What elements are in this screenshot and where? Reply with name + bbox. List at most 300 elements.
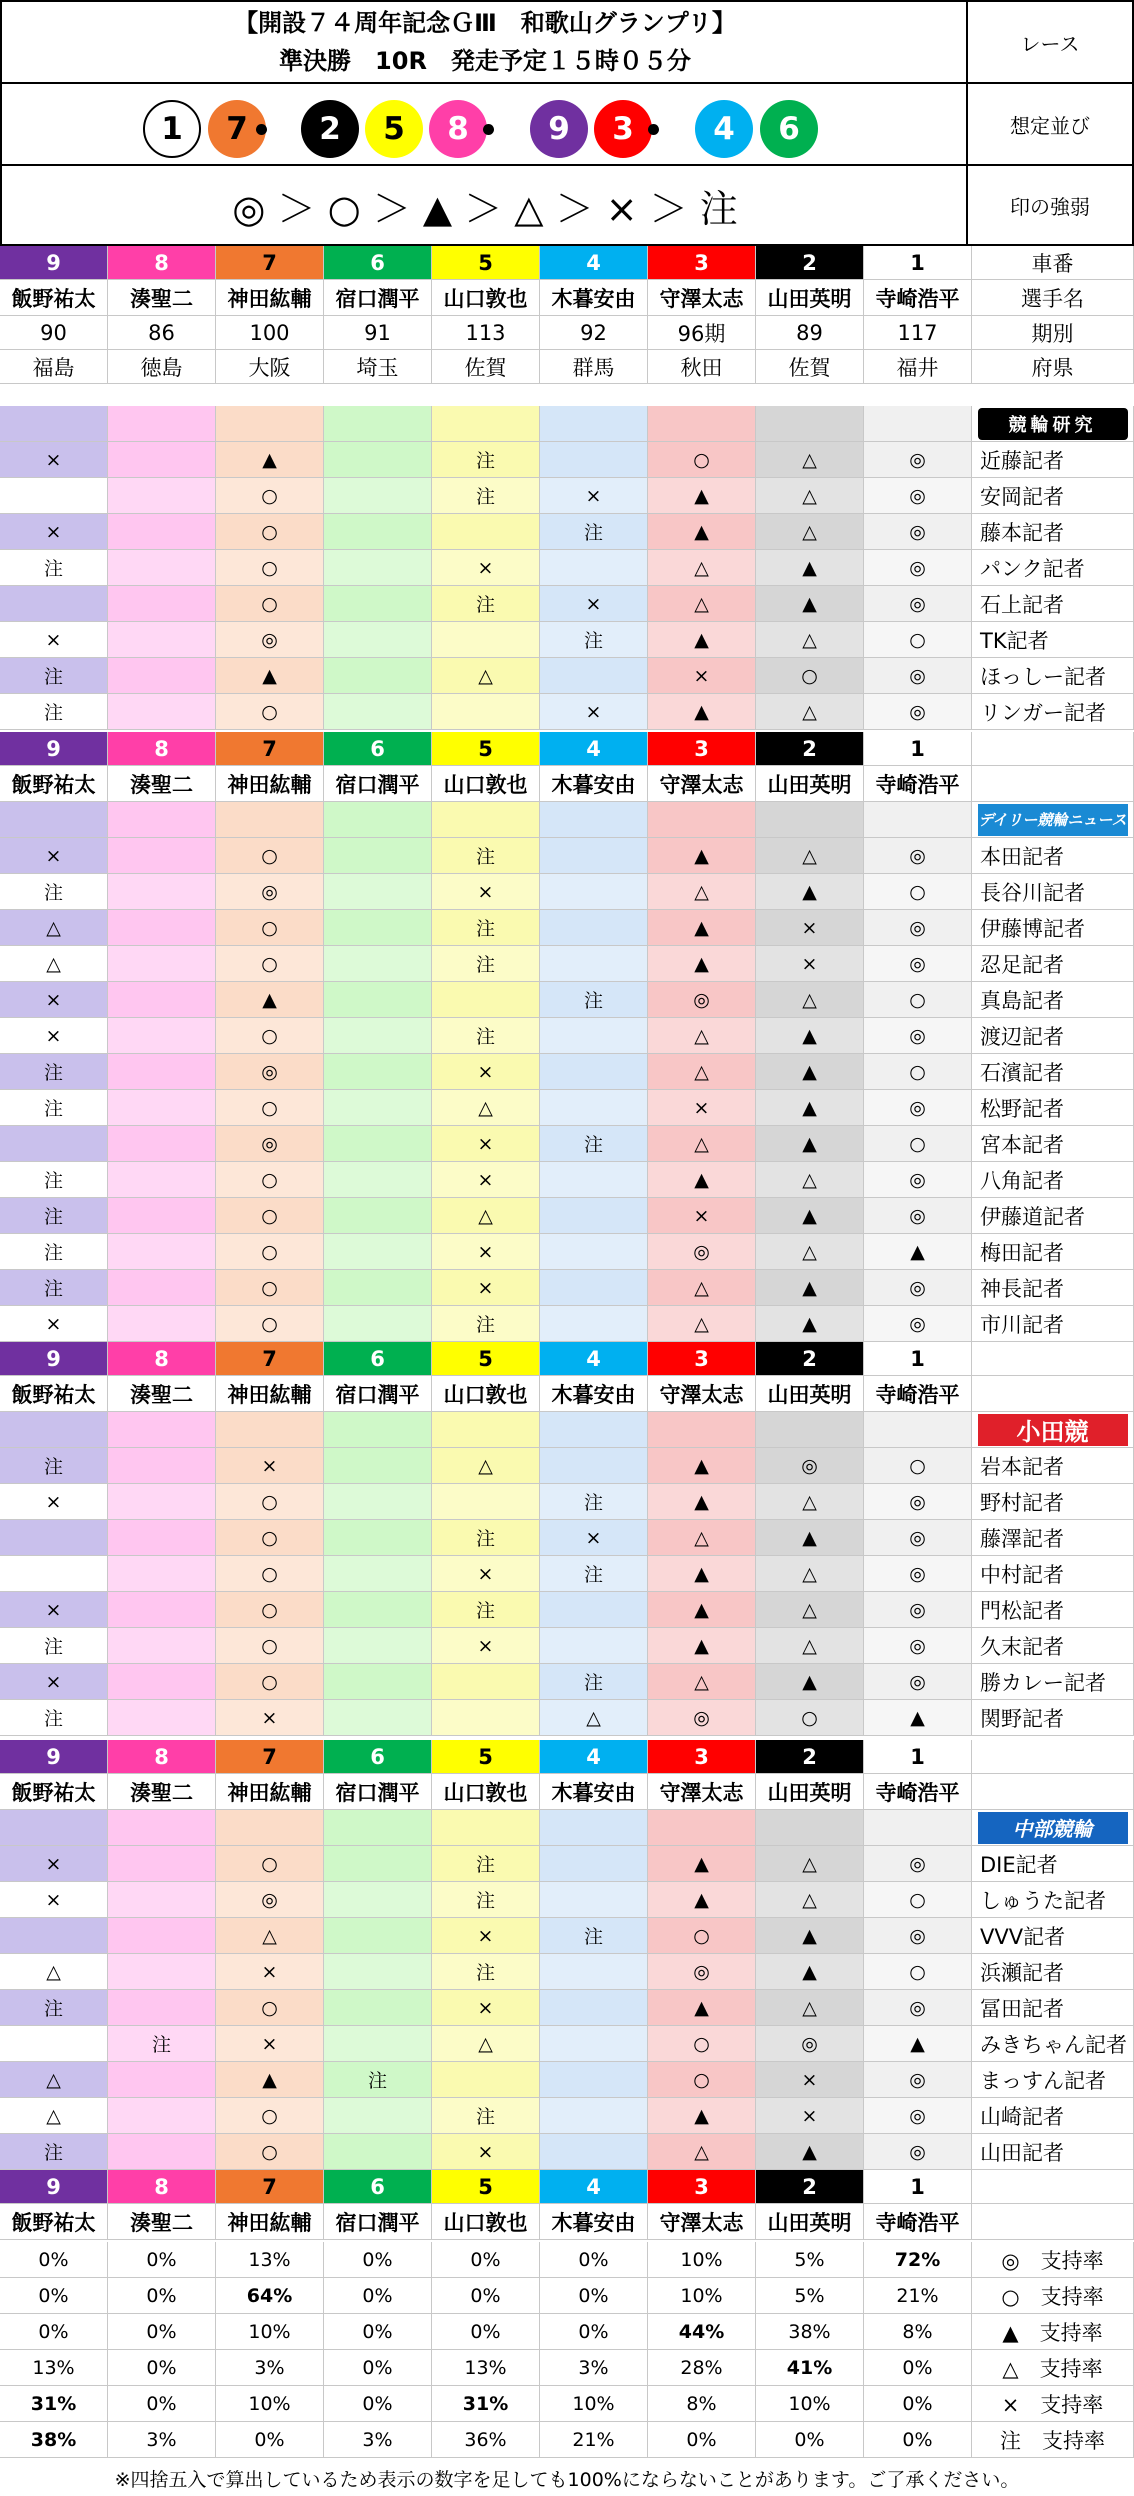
logo-row-cell xyxy=(864,406,972,442)
prediction-mark: 注 xyxy=(0,550,108,586)
prediction-mark xyxy=(432,694,540,730)
prediction-mark xyxy=(540,874,648,910)
prediction-mark: ◎ xyxy=(864,1306,972,1342)
prediction-mark: ○ xyxy=(864,1126,972,1162)
rider-name: 宿口潤平 xyxy=(324,2204,432,2240)
prediction-mark: ○ xyxy=(216,946,324,982)
prediction-mark: ◎ xyxy=(216,1054,324,1090)
reporter-name: しゅうた記者 xyxy=(972,1882,1134,1918)
prediction-mark xyxy=(540,2026,648,2062)
prediction-mark xyxy=(324,1270,432,1306)
logo-row-cell xyxy=(648,1412,756,1448)
prediction-mark: 注 xyxy=(432,1954,540,1990)
rider-name: 山口敦也 xyxy=(432,1376,540,1412)
support-rate: 0% xyxy=(540,2314,648,2350)
prediction-mark: × xyxy=(0,1882,108,1918)
prediction-mark xyxy=(108,586,216,622)
prediction-mark xyxy=(108,982,216,1018)
reporter-name: 伊藤道記者 xyxy=(972,1198,1134,1234)
logo-row-cell xyxy=(324,406,432,442)
prediction-mark xyxy=(540,2134,648,2170)
support-rate: 44% xyxy=(648,2314,756,2350)
prediction-mark: 注 xyxy=(432,442,540,478)
prediction-mark: △ xyxy=(756,982,864,1018)
row-label xyxy=(972,1774,1134,1810)
prediction-mark xyxy=(540,442,648,478)
support-rate: 0% xyxy=(324,2314,432,2350)
bike-number: 4 xyxy=(540,732,648,766)
bike-number: 8 xyxy=(108,1342,216,1376)
support-rate: 41% xyxy=(756,2350,864,2386)
logo-row-cell xyxy=(0,406,108,442)
rider-name: 飯野祐太 xyxy=(0,1774,108,1810)
support-rate: 10% xyxy=(648,2278,756,2314)
prediction-mark: ▲ xyxy=(756,1090,864,1126)
lineup-circle: 3 xyxy=(594,100,652,158)
rider-name: 木暮安由 xyxy=(540,280,648,316)
prediction-mark xyxy=(324,1162,432,1198)
rider-prefecture: 埼玉 xyxy=(324,350,432,384)
prediction-mark xyxy=(324,1306,432,1342)
prediction-mark: ◎ xyxy=(864,1990,972,2026)
logo-row-cell xyxy=(756,802,864,838)
prediction-mark: ▲ xyxy=(648,1484,756,1520)
prediction-mark xyxy=(324,1628,432,1664)
prediction-mark: 注 xyxy=(540,514,648,550)
prediction-mark: ◎ xyxy=(864,478,972,514)
prediction-mark xyxy=(108,442,216,478)
prediction-mark xyxy=(324,1592,432,1628)
prediction-mark: ◎ xyxy=(864,2062,972,2098)
rider-prefecture: 福島 xyxy=(0,350,108,384)
prediction-mark: ○ xyxy=(216,1592,324,1628)
prediction-mark: × xyxy=(648,658,756,694)
prediction-mark: × xyxy=(432,1556,540,1592)
prediction-mark: ○ xyxy=(216,1520,324,1556)
prediction-mark: 注 xyxy=(432,1520,540,1556)
logo-row-cell xyxy=(540,1810,648,1846)
rider-name: 守澤太志 xyxy=(648,766,756,802)
prediction-mark xyxy=(324,2098,432,2134)
prediction-mark: × xyxy=(432,1918,540,1954)
support-rate: 0% xyxy=(324,2242,432,2278)
bike-number: 2 xyxy=(756,246,864,280)
support-rate: 0% xyxy=(216,2422,324,2458)
logo-row-cell xyxy=(432,802,540,838)
prediction-mark: ○ xyxy=(648,1918,756,1954)
support-rate: 38% xyxy=(756,2314,864,2350)
prediction-mark xyxy=(324,874,432,910)
prediction-mark: ◎ xyxy=(216,1882,324,1918)
rider-prefecture: 佐賀 xyxy=(432,350,540,384)
prediction-mark: △ xyxy=(756,622,864,658)
support-rate: 3% xyxy=(216,2350,324,2386)
prediction-mark xyxy=(108,1556,216,1592)
prediction-mark: ▲ xyxy=(648,622,756,658)
prediction-mark: × xyxy=(0,1018,108,1054)
logo-row-cell xyxy=(0,1810,108,1846)
support-rate: 10% xyxy=(216,2386,324,2422)
lineup-separator-dot xyxy=(648,124,659,135)
prediction-mark xyxy=(540,1090,648,1126)
reporter-name: 冨田記者 xyxy=(972,1990,1134,2026)
reporter-name: 久末記者 xyxy=(972,1628,1134,1664)
prediction-mark: ○ xyxy=(216,1664,324,1700)
prediction-mark xyxy=(540,1846,648,1882)
prediction-mark: △ xyxy=(648,1664,756,1700)
prediction-mark xyxy=(108,1306,216,1342)
rider-name: 山口敦也 xyxy=(432,2204,540,2240)
prediction-mark xyxy=(108,1882,216,1918)
prediction-mark: ○ xyxy=(216,1306,324,1342)
prediction-mark: ○ xyxy=(216,1198,324,1234)
prediction-mark: △ xyxy=(216,1918,324,1954)
race-title: 【開設７４周年記念ＧⅢ 和歌山グランプリ】 xyxy=(234,9,736,37)
lineup-separator-dot xyxy=(483,124,494,135)
prediction-mark: ▲ xyxy=(756,1054,864,1090)
prediction-mark: × xyxy=(432,1126,540,1162)
reporter-name: 石上記者 xyxy=(972,586,1134,622)
prediction-mark: ○ xyxy=(864,874,972,910)
prediction-mark xyxy=(324,1484,432,1520)
bike-number: 8 xyxy=(108,732,216,766)
prediction-mark: △ xyxy=(648,2134,756,2170)
prediction-mark: △ xyxy=(756,694,864,730)
rider-name: 山口敦也 xyxy=(432,1774,540,1810)
support-rate: 13% xyxy=(0,2350,108,2386)
prediction-mark: ○ xyxy=(216,1628,324,1664)
bike-number: 3 xyxy=(648,1342,756,1376)
prediction-mark: △ xyxy=(432,1448,540,1484)
rider-name: 寺崎浩平 xyxy=(864,280,972,316)
prediction-mark xyxy=(540,1306,648,1342)
prediction-mark: ◎ xyxy=(864,1628,972,1664)
logo-row-cell xyxy=(0,802,108,838)
footnote: ※四捨五入で算出しているため表示の数字を足しても100%にならないことがあります。ご了承ください。 xyxy=(114,2468,1020,2491)
prediction-mark: ◎ xyxy=(648,1234,756,1270)
support-rate: 0% xyxy=(864,2350,972,2386)
strength-order: ◎ ＞ ○ ＞ ▲ ＞ △ ＞ × ＞ 注 xyxy=(232,186,738,231)
prediction-mark: ▲ xyxy=(756,874,864,910)
logo-row-cell xyxy=(108,1412,216,1448)
prediction-mark: 注 xyxy=(540,982,648,1018)
prediction-mark: × xyxy=(432,1270,540,1306)
support-rate-label: ◎ 支持率 xyxy=(972,2242,1134,2278)
logo-row-cell xyxy=(864,1810,972,1846)
prediction-mark: △ xyxy=(648,550,756,586)
support-rate-label: ▲ 支持率 xyxy=(972,2314,1134,2350)
support-rate: 5% xyxy=(756,2242,864,2278)
logo-row-cell xyxy=(864,1412,972,1448)
bike-number: 4 xyxy=(540,1342,648,1376)
row-label: 府県 xyxy=(972,350,1134,384)
prediction-mark: 注 xyxy=(0,1700,108,1736)
prediction-mark: × xyxy=(432,1054,540,1090)
bike-number: 1 xyxy=(864,1342,972,1376)
reporter-name: ほっしー記者 xyxy=(972,658,1134,694)
prediction-mark: ◎ xyxy=(864,838,972,874)
prediction-mark: ▲ xyxy=(216,2062,324,2098)
prediction-mark: × xyxy=(432,1990,540,2026)
reporter-name: 山田記者 xyxy=(972,2134,1134,2170)
prediction-mark: △ xyxy=(756,838,864,874)
rider-name: 山田英明 xyxy=(756,280,864,316)
prediction-mark xyxy=(324,1234,432,1270)
source-logo: 競輪研究 xyxy=(978,408,1128,440)
prediction-mark xyxy=(324,1126,432,1162)
reporter-name: VVV記者 xyxy=(972,1918,1134,1954)
lineup-circle: 2 xyxy=(301,100,359,158)
lineup-circle: 7 xyxy=(208,100,266,158)
prediction-mark xyxy=(540,946,648,982)
prediction-mark: △ xyxy=(432,658,540,694)
prediction-mark xyxy=(324,1882,432,1918)
prediction-mark: ◎ xyxy=(864,442,972,478)
rider-name: 神田紘輔 xyxy=(216,766,324,802)
support-rate: 21% xyxy=(540,2422,648,2458)
rider-name: 寺崎浩平 xyxy=(864,1376,972,1412)
rider-name: 守澤太志 xyxy=(648,1774,756,1810)
rider-name: 神田紘輔 xyxy=(216,1774,324,1810)
support-rate: 31% xyxy=(432,2386,540,2422)
bike-number: 9 xyxy=(0,732,108,766)
support-rate: 0% xyxy=(756,2422,864,2458)
prediction-mark xyxy=(540,1270,648,1306)
prediction-mark: × xyxy=(0,1592,108,1628)
prediction-mark xyxy=(540,1234,648,1270)
rider-name: 木暮安由 xyxy=(540,766,648,802)
prediction-mark: ○ xyxy=(216,838,324,874)
prediction-mark: × xyxy=(648,1090,756,1126)
reporter-name: 勝カレー記者 xyxy=(972,1664,1134,1700)
prediction-mark: △ xyxy=(756,1234,864,1270)
prediction-mark: × xyxy=(756,946,864,982)
support-rate: 0% xyxy=(864,2422,972,2458)
prediction-mark xyxy=(108,1090,216,1126)
prediction-mark: × xyxy=(432,550,540,586)
prediction-mark: 注 xyxy=(540,1664,648,1700)
prediction-mark: ◎ xyxy=(864,1162,972,1198)
support-rate: 0% xyxy=(432,2278,540,2314)
prediction-mark: ▲ xyxy=(756,1126,864,1162)
prediction-mark xyxy=(0,1520,108,1556)
prediction-mark: ▲ xyxy=(756,1954,864,1990)
logo-row-cell xyxy=(108,1810,216,1846)
prediction-mark: ◎ xyxy=(864,910,972,946)
prediction-mark: ○ xyxy=(216,1990,324,2026)
prediction-mark xyxy=(324,1018,432,1054)
prediction-mark: × xyxy=(540,694,648,730)
row-label: 車番 xyxy=(972,246,1134,280)
prediction-mark: ▲ xyxy=(216,982,324,1018)
bike-number: 6 xyxy=(324,2170,432,2204)
prediction-mark: △ xyxy=(756,1846,864,1882)
bike-number: 6 xyxy=(324,1342,432,1376)
prediction-mark: ○ xyxy=(216,1090,324,1126)
race-subtitle: 準決勝 10R 発走予定１５時０５分 xyxy=(279,47,691,75)
prediction-mark xyxy=(540,1990,648,2026)
prediction-mark xyxy=(108,1990,216,2026)
rider-prefecture: 佐賀 xyxy=(756,350,864,384)
prediction-mark xyxy=(108,550,216,586)
logo-row-cell xyxy=(324,802,432,838)
rider-period: 86 xyxy=(108,316,216,350)
prediction-mark: ◎ xyxy=(756,2026,864,2062)
prediction-mark: × xyxy=(216,1700,324,1736)
prediction-mark: × xyxy=(432,874,540,910)
bike-number: 1 xyxy=(864,246,972,280)
prediction-mark: ○ xyxy=(216,1234,324,1270)
reporter-name: 渡辺記者 xyxy=(972,1018,1134,1054)
prediction-mark: 注 xyxy=(540,1126,648,1162)
prediction-mark: ○ xyxy=(216,1556,324,1592)
support-rate: 0% xyxy=(108,2386,216,2422)
prediction-mark: ▲ xyxy=(216,442,324,478)
support-rate: 8% xyxy=(648,2386,756,2422)
prediction-mark xyxy=(108,910,216,946)
lineup-circle: 9 xyxy=(530,100,588,158)
bike-number: 7 xyxy=(216,2170,324,2204)
prediction-mark: ○ xyxy=(648,2026,756,2062)
support-rate: 3% xyxy=(324,2422,432,2458)
prediction-mark xyxy=(324,838,432,874)
prediction-mark xyxy=(324,622,432,658)
prediction-mark xyxy=(540,1198,648,1234)
support-rate: 72% xyxy=(864,2242,972,2278)
rider-name: 宿口潤平 xyxy=(324,1774,432,1810)
prediction-mark xyxy=(324,1990,432,2026)
prediction-mark: △ xyxy=(756,1484,864,1520)
bike-number: 1 xyxy=(864,732,972,766)
strength-box xyxy=(0,164,968,246)
rider-period: 117 xyxy=(864,316,972,350)
logo-row-cell xyxy=(756,406,864,442)
prediction-mark: ○ xyxy=(756,1700,864,1736)
prediction-mark xyxy=(324,1954,432,1990)
prediction-mark xyxy=(324,946,432,982)
rider-name: 寺崎浩平 xyxy=(864,2204,972,2240)
reporter-name: 関野記者 xyxy=(972,1700,1134,1736)
prediction-mark xyxy=(540,1882,648,1918)
prediction-mark: 注 xyxy=(432,1018,540,1054)
logo-row-cell xyxy=(0,1412,108,1448)
logo-row-cell xyxy=(756,1810,864,1846)
prediction-mark: ▲ xyxy=(756,1664,864,1700)
prediction-mark xyxy=(324,1846,432,1882)
support-rate: 21% xyxy=(864,2278,972,2314)
prediction-mark: × xyxy=(0,622,108,658)
lineup-circle: 8 xyxy=(429,100,487,158)
reporter-name: 忍足記者 xyxy=(972,946,1134,982)
prediction-mark: ◎ xyxy=(216,874,324,910)
reporter-name: 宮本記者 xyxy=(972,1126,1134,1162)
prediction-mark xyxy=(108,1520,216,1556)
prediction-mark: 注 xyxy=(108,2026,216,2062)
lineup-circle: 5 xyxy=(365,100,423,158)
logo-row-cell xyxy=(540,406,648,442)
prediction-mark: ○ xyxy=(864,1954,972,1990)
prediction-mark: ◎ xyxy=(756,1448,864,1484)
prediction-mark xyxy=(108,1954,216,1990)
bike-number: 6 xyxy=(324,246,432,280)
bike-number: 3 xyxy=(648,2170,756,2204)
prediction-mark: × xyxy=(0,1484,108,1520)
prediction-mark xyxy=(432,1700,540,1736)
row-label xyxy=(972,2170,1134,2204)
rider-name: 飯野祐太 xyxy=(0,2204,108,2240)
prediction-mark: △ xyxy=(0,1954,108,1990)
bike-number: 8 xyxy=(108,246,216,280)
support-rate: 10% xyxy=(540,2386,648,2422)
prediction-mark xyxy=(540,1448,648,1484)
prediction-mark: × xyxy=(432,1162,540,1198)
bike-number: 4 xyxy=(540,1740,648,1774)
prediction-mark: ◎ xyxy=(864,1198,972,1234)
bike-number: 1 xyxy=(864,1740,972,1774)
prediction-mark xyxy=(540,838,648,874)
reporter-name: TK記者 xyxy=(972,622,1134,658)
rider-name: 神田紘輔 xyxy=(216,2204,324,2240)
prediction-mark: ▲ xyxy=(648,910,756,946)
prediction-mark: × xyxy=(0,1846,108,1882)
prediction-mark: △ xyxy=(756,514,864,550)
prediction-mark xyxy=(108,1162,216,1198)
prediction-mark: ○ xyxy=(216,2134,324,2170)
prediction-mark: ◎ xyxy=(864,946,972,982)
prediction-mark: ▲ xyxy=(648,1990,756,2026)
support-rate-label: 注 支持率 xyxy=(972,2422,1134,2458)
logo-row-cell xyxy=(648,1810,756,1846)
support-rate: 10% xyxy=(216,2314,324,2350)
reporter-name: まっすん記者 xyxy=(972,2062,1134,2098)
bike-number: 5 xyxy=(432,1740,540,1774)
logo-row-cell xyxy=(216,1810,324,1846)
bike-number: 8 xyxy=(108,2170,216,2204)
prediction-mark xyxy=(324,550,432,586)
lineup-label: 想定並び xyxy=(966,82,1134,166)
prediction-mark: ▲ xyxy=(756,586,864,622)
rider-period: 90 xyxy=(0,316,108,350)
prediction-mark: ▲ xyxy=(756,1520,864,1556)
source-logo-cell xyxy=(972,1412,1134,1448)
lineup-separator-dot xyxy=(256,124,267,135)
prediction-mark: 注 xyxy=(432,2098,540,2134)
bike-number: 3 xyxy=(648,246,756,280)
support-rate: 3% xyxy=(540,2350,648,2386)
prediction-mark xyxy=(540,2098,648,2134)
row-label xyxy=(972,1740,1134,1774)
reporter-name: 岩本記者 xyxy=(972,1448,1134,1484)
lineup-circle: 1 xyxy=(143,100,201,158)
prediction-mark: 注 xyxy=(0,1628,108,1664)
rider-period: 91 xyxy=(324,316,432,350)
prediction-mark: △ xyxy=(756,1990,864,2026)
prediction-mark: 注 xyxy=(0,1198,108,1234)
reporter-name: みきちゃん記者 xyxy=(972,2026,1134,2062)
prediction-mark: ◎ xyxy=(864,1018,972,1054)
logo-row-cell xyxy=(432,1810,540,1846)
prediction-mark: ▲ xyxy=(648,1882,756,1918)
support-rate: 0% xyxy=(324,2350,432,2386)
prediction-mark: 注 xyxy=(0,1090,108,1126)
prediction-mark xyxy=(108,2062,216,2098)
logo-row-cell xyxy=(648,802,756,838)
prediction-mark xyxy=(324,1700,432,1736)
prediction-mark xyxy=(108,1700,216,1736)
prediction-mark: 注 xyxy=(0,1234,108,1270)
prediction-mark xyxy=(108,1448,216,1484)
support-rate: 0% xyxy=(108,2350,216,2386)
